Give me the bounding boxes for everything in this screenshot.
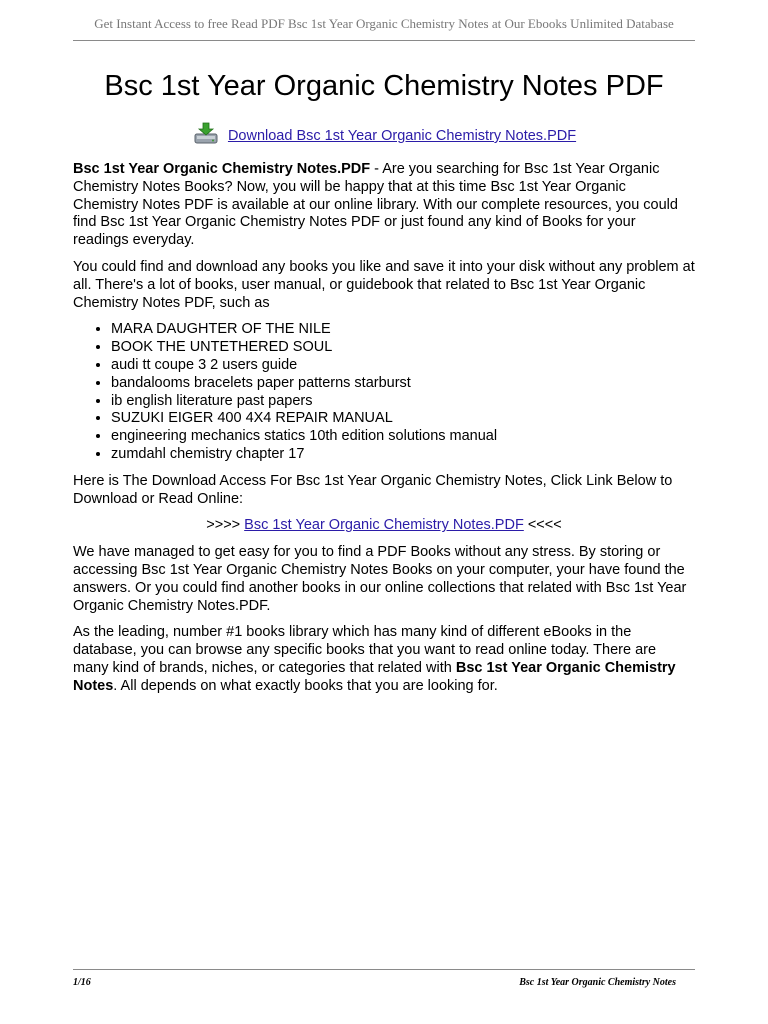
leading-text-before: As the leading, number #1 books library which has many kind of different eBooks in the database, you can browse any specific books that you want to read online today. There are many kind of brands, niches, or categories that related with [73, 624, 657, 676]
access-line [73, 517, 695, 535]
list-item: • ib english literature past papers [111, 393, 695, 411]
download-pdf-link[interactable]: Download Bsc 1st Year Organic Chemistry Notes.PDF [227, 128, 577, 144]
footer-title: Bsc 1st Year Organic Chemistry Notes [519, 977, 676, 988]
paragraph-download-access: Here is The Download Access For Bsc 1st Year Organic Chemistry Notes, Click Link Below to Download or Read Online: [73, 472, 673, 507]
download-disk-icon[interactable] [192, 122, 220, 146]
footer-divider [73, 969, 695, 970]
list-item: • BOOK THE UNTETHERED SOUL [111, 339, 695, 357]
intro-text: - Are you searching for Bsc 1st Year Organic Chemistry Notes Books? Now, you will be happy that at this time Bsc 1st Year Organic Chemistry Notes PDF is available at our online library. With our complete resources, you could find Bsc 1st Year Organic Chemistry Notes PDF or just found any kind of Books for your readings everyday. [73, 161, 678, 249]
intro-bold-title: Bsc 1st Year Organic Chemistry Notes.PDF [73, 161, 371, 177]
related-books-list [73, 321, 695, 463]
list-item: • SUZUKI EIGER 400 4X4 REPAIR MANUAL [111, 410, 695, 428]
list-item: • engineering mechanics statics 10th edition solutions manual [111, 428, 695, 446]
page-number: 1/16 [73, 977, 91, 988]
page-header: Get Instant Access to free Read PDF Bsc 1st Year Organic Chemistry Notes at Our Ebooks Unlimited Database [94, 16, 674, 31]
paragraph-leading [73, 624, 695, 695]
intro-paragraph [73, 161, 695, 250]
access-suffix: <<<< [523, 517, 562, 534]
list-item: • bandalooms bracelets paper patterns starburst [111, 375, 695, 393]
header-divider [73, 40, 695, 41]
paragraph-related: You could find and download any books you like and save it into your disk without any problem at all. There's a lot of books, user manual, or guidebook that related to Bsc 1st Year Organic Chemistry Notes PDF, such as [73, 258, 695, 311]
document-body [73, 161, 695, 705]
leading-text-after: . All depends on what exactly books that you are looking for. [113, 677, 498, 694]
access-prefix: >>>> [206, 517, 245, 534]
access-pdf-link[interactable]: Bsc 1st Year Organic Chemistry Notes.PDF [244, 517, 524, 534]
list-item: • MARA DAUGHTER OF THE NILE [111, 321, 695, 339]
document-title: Bsc 1st Year Organic Chemistry Notes PDF [104, 70, 664, 102]
pdf-page [73, 0, 695, 1024]
leading-bold-title: Bsc 1st Year Organic Chemistry Notes [73, 659, 676, 694]
list-item: • zumdahl chemistry chapter 17 [111, 446, 695, 464]
list-item: • audi tt coupe 3 2 users guide [111, 357, 695, 375]
paragraph-managed: We have managed to get easy for you to find a PDF Books without any stress. By storing or accessing Bsc 1st Year Organic Chemistry Notes Books on your computer, your have found the answers. Or you could find another books in our online collections that related with Bsc 1st Year Organic Chemistry Notes.PDF. [73, 544, 687, 614]
download-row [73, 123, 695, 149]
